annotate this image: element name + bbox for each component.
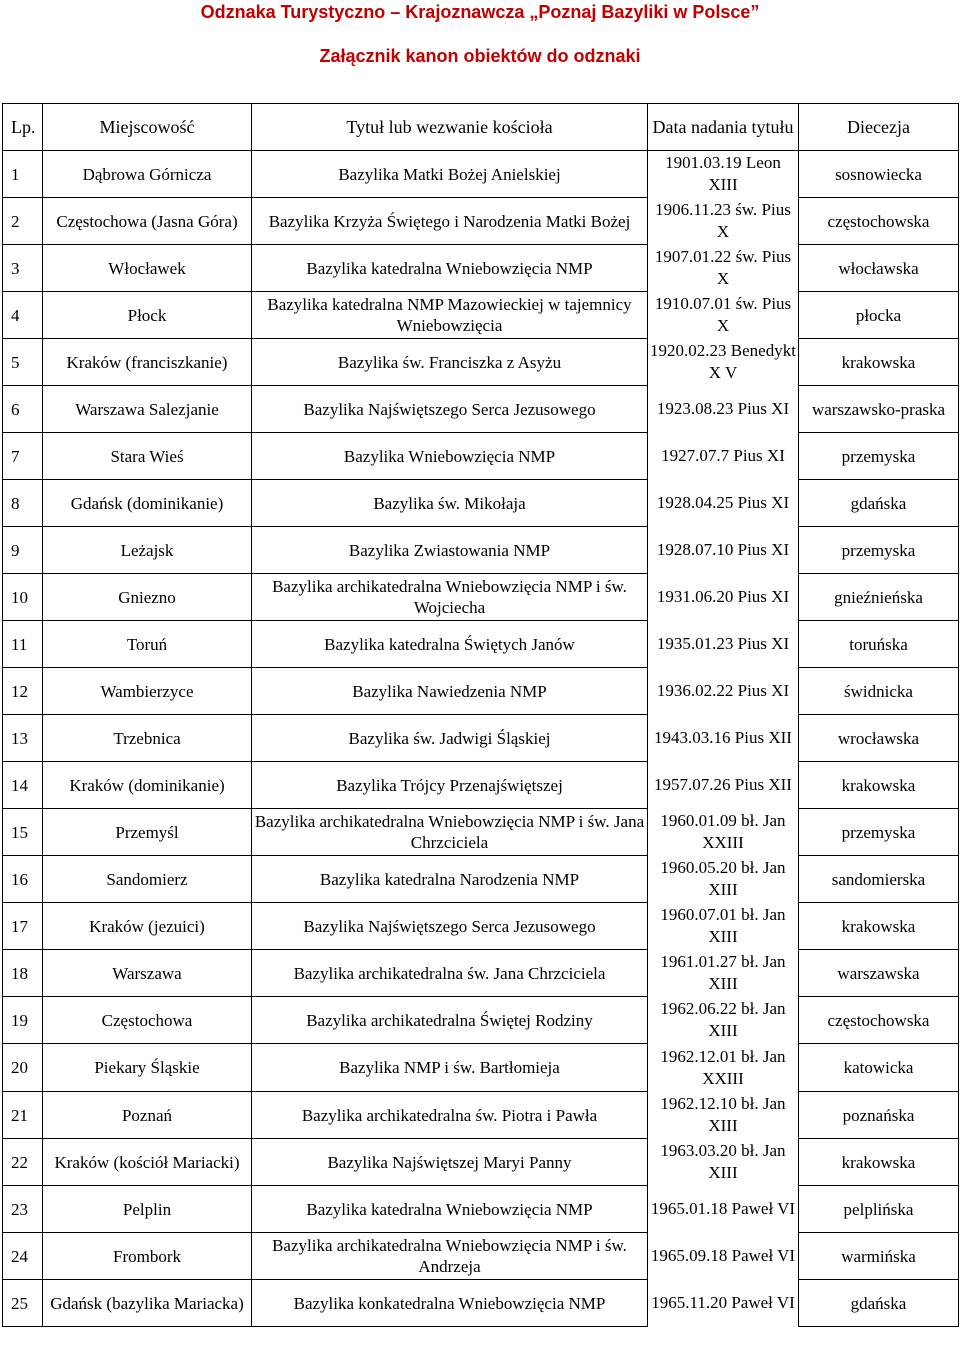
cell-diecezja: warszawsko-praska — [799, 386, 959, 433]
cell-diecezja: przemyska — [799, 809, 959, 856]
cell-lp: 1 — [3, 151, 43, 198]
cell-tytul: Bazylika katedralna NMP Mazowieckiej w tajemnicy Wniebowzięcia — [252, 292, 648, 339]
cell-data: 1907.01.22 św. Pius X — [648, 245, 799, 292]
cell-lp: 8 — [3, 480, 43, 527]
table-row — [3, 809, 959, 856]
table-row — [3, 856, 959, 903]
cell-data: 1928.04.25 Pius XI — [648, 480, 799, 527]
cell-lp: 4 — [3, 292, 43, 339]
cell-miejscowosc: Sandomierz — [43, 856, 252, 903]
table-row — [3, 1044, 959, 1092]
cell-miejscowosc: Warszawa — [43, 950, 252, 997]
cell-lp: 20 — [3, 1044, 43, 1092]
table-row — [3, 1233, 959, 1280]
cell-diecezja: sandomierska — [799, 856, 959, 903]
cell-lp: 6 — [3, 386, 43, 433]
cell-tytul: Bazylika archikatedralna Świętej Rodziny — [252, 997, 648, 1044]
cell-miejscowosc: Stara Wieś — [43, 433, 252, 480]
cell-miejscowosc: Dąbrowa Górnicza — [43, 151, 252, 198]
cell-data: 1920.02.23 Benedykt X V — [648, 339, 799, 386]
cell-data: 1910.07.01 św. Pius X — [648, 292, 799, 339]
cell-miejscowosc: Warszawa Salezjanie — [43, 386, 252, 433]
table-row — [3, 621, 959, 668]
cell-diecezja: krakowska — [799, 1139, 959, 1186]
table-row — [3, 292, 959, 339]
table-row — [3, 950, 959, 997]
cell-diecezja: krakowska — [799, 339, 959, 386]
cell-miejscowosc: Kraków (kościół Mariacki) — [43, 1139, 252, 1186]
cell-lp: 2 — [3, 198, 43, 245]
cell-miejscowosc: Częstochowa (Jasna Góra) — [43, 198, 252, 245]
cell-miejscowosc: Płock — [43, 292, 252, 339]
cell-miejscowosc: Wambierzyce — [43, 668, 252, 715]
cell-tytul: Bazylika św. Jadwigi Śląskiej — [252, 715, 648, 762]
header-diecezja: Diecezja — [799, 104, 959, 151]
cell-data: 1960.07.01 bł. Jan XIII — [648, 903, 799, 950]
cell-diecezja: częstochowska — [799, 198, 959, 245]
table-row — [3, 245, 959, 292]
cell-tytul: Bazylika katedralna Wniebowzięcia NMP — [252, 1186, 648, 1233]
cell-data: 1927.07.7 Pius XI — [648, 433, 799, 480]
cell-data: 1936.02.22 Pius XI — [648, 668, 799, 715]
cell-data: 1960.05.20 bł. Jan XIII — [648, 856, 799, 903]
cell-tytul: Bazylika Krzyża Świętego i Narodzenia Matki Bożej — [252, 198, 648, 245]
cell-tytul: Bazylika archikatedralna Wniebowzięcia NMP i św. Wojciecha — [252, 574, 648, 621]
table-row — [3, 386, 959, 433]
cell-lp: 14 — [3, 762, 43, 809]
cell-tytul: Bazylika katedralna Narodzenia NMP — [252, 856, 648, 903]
cell-miejscowosc: Kraków (jezuici) — [43, 903, 252, 950]
cell-tytul: Bazylika św. Mikołaja — [252, 480, 648, 527]
cell-tytul: Bazylika katedralna Wniebowzięcia NMP — [252, 245, 648, 292]
table-row — [3, 1186, 959, 1233]
table-row — [3, 574, 959, 621]
cell-tytul: Bazylika Matki Bożej Anielskiej — [252, 151, 648, 198]
cell-tytul: Bazylika archikatedralna Wniebowzięcia NMP i św. Jana Chrzciciela — [252, 809, 648, 856]
cell-diecezja: toruńska — [799, 621, 959, 668]
cell-diecezja: gnieźnieńska — [799, 574, 959, 621]
cell-tytul: Bazylika NMP i św. Bartłomieja — [252, 1044, 648, 1092]
cell-tytul: Bazylika Zwiastowania NMP — [252, 527, 648, 574]
cell-tytul: Bazylika konkatedralna Wniebowzięcia NMP — [252, 1280, 648, 1327]
header-miejscowosc: Miejscowość — [43, 104, 252, 151]
cell-miejscowosc: Gdańsk (bazylika Mariacka) — [43, 1280, 252, 1327]
cell-data: 1901.03.19 Leon XIII — [648, 151, 799, 198]
table-row — [3, 527, 959, 574]
cell-miejscowosc: Frombork — [43, 1233, 252, 1280]
cell-diecezja: gdańska — [799, 480, 959, 527]
cell-lp: 18 — [3, 950, 43, 997]
cell-data: 1965.09.18 Paweł VI — [648, 1233, 799, 1280]
cell-tytul: Bazylika Najświętszej Maryi Panny — [252, 1139, 648, 1186]
cell-data: 1965.01.18 Paweł VI — [648, 1186, 799, 1233]
cell-data: 1963.03.20 bł. Jan XIII — [648, 1139, 799, 1186]
cell-diecezja: warszawska — [799, 950, 959, 997]
table-row — [3, 480, 959, 527]
cell-lp: 23 — [3, 1186, 43, 1233]
table-row — [3, 762, 959, 809]
table-row — [3, 339, 959, 386]
cell-lp: 3 — [3, 245, 43, 292]
cell-lp: 5 — [3, 339, 43, 386]
cell-miejscowosc: Przemyśl — [43, 809, 252, 856]
cell-miejscowosc: Piekary Śląskie — [43, 1044, 252, 1092]
cell-tytul: Bazylika Najświętszego Serca Jezusowego — [252, 386, 648, 433]
header-data: Data nadania tytułu — [648, 104, 799, 151]
cell-data: 1923.08.23 Pius XI — [648, 386, 799, 433]
cell-diecezja: pelplińska — [799, 1186, 959, 1233]
cell-data: 1935.01.23 Pius XI — [648, 621, 799, 668]
header-lp: Lp. — [3, 104, 43, 151]
cell-data: 1957.07.26 Pius XII — [648, 762, 799, 809]
table-row — [3, 151, 959, 198]
cell-lp: 12 — [3, 668, 43, 715]
cell-diecezja: poznańska — [799, 1092, 959, 1139]
table-row — [3, 997, 959, 1044]
table-row — [3, 198, 959, 245]
document-title: Odznaka Turystyczno – Krajoznawcza „Poznaj Bazyliki w Polsce” — [200, 2, 760, 22]
cell-lp: 10 — [3, 574, 43, 621]
cell-lp: 9 — [3, 527, 43, 574]
cell-lp: 24 — [3, 1233, 43, 1280]
cell-miejscowosc: Trzebnica — [43, 715, 252, 762]
cell-data: 1931.06.20 Pius XI — [648, 574, 799, 621]
cell-diecezja: warmińska — [799, 1233, 959, 1280]
cell-diecezja: przemyska — [799, 527, 959, 574]
cell-data: 1962.12.10 bł. Jan XIII — [648, 1092, 799, 1139]
cell-tytul: Bazylika Trójcy Przenajświętszej — [252, 762, 648, 809]
table-body — [3, 151, 959, 1327]
cell-diecezja: częstochowska — [799, 997, 959, 1044]
table-row — [3, 668, 959, 715]
cell-diecezja: przemyska — [799, 433, 959, 480]
cell-lp: 11 — [3, 621, 43, 668]
cell-miejscowosc: Gdańsk (dominikanie) — [43, 480, 252, 527]
cell-diecezja: włocławska — [799, 245, 959, 292]
cell-lp: 22 — [3, 1139, 43, 1186]
cell-lp: 17 — [3, 903, 43, 950]
cell-miejscowosc: Częstochowa — [43, 997, 252, 1044]
table-row — [3, 903, 959, 950]
cell-diecezja: wrocławska — [799, 715, 959, 762]
cell-miejscowosc: Toruń — [43, 621, 252, 668]
table-row — [3, 1280, 959, 1327]
cell-miejscowosc: Kraków (dominikanie) — [43, 762, 252, 809]
cell-data: 1962.12.01 bł. Jan XXIII — [648, 1044, 799, 1092]
table-header-row — [3, 104, 959, 151]
cell-diecezja: świdnicka — [799, 668, 959, 715]
table-row — [3, 1139, 959, 1186]
table-row — [3, 1092, 959, 1139]
cell-data: 1961.01.27 bł. Jan XIII — [648, 950, 799, 997]
cell-miejscowosc: Pelplin — [43, 1186, 252, 1233]
cell-lp: 7 — [3, 433, 43, 480]
basilica-table — [2, 103, 959, 1327]
cell-tytul: Bazylika św. Franciszka z Asyżu — [252, 339, 648, 386]
cell-miejscowosc: Gniezno — [43, 574, 252, 621]
cell-lp: 16 — [3, 856, 43, 903]
cell-tytul: Bazylika Najświętszego Serca Jezusowego — [252, 903, 648, 950]
cell-diecezja: sosnowiecka — [799, 151, 959, 198]
cell-data: 1928.07.10 Pius XI — [648, 527, 799, 574]
cell-tytul: Bazylika Nawiedzenia NMP — [252, 668, 648, 715]
cell-lp: 25 — [3, 1280, 43, 1327]
cell-tytul: Bazylika archikatedralna św. Jana Chrzciciela — [252, 950, 648, 997]
cell-lp: 15 — [3, 809, 43, 856]
table-row — [3, 715, 959, 762]
cell-tytul: Bazylika Wniebowzięcia NMP — [252, 433, 648, 480]
cell-tytul: Bazylika archikatedralna św. Piotra i Pawła — [252, 1092, 648, 1139]
cell-miejscowosc: Leżajsk — [43, 527, 252, 574]
cell-diecezja: krakowska — [799, 903, 959, 950]
document-subtitle: Załącznik kanon obiektów do odznaki — [319, 46, 641, 66]
cell-data: 1960.01.09 bł. Jan XXIII — [648, 809, 799, 856]
cell-miejscowosc: Kraków (franciszkanie) — [43, 339, 252, 386]
cell-miejscowosc: Włocławek — [43, 245, 252, 292]
cell-data: 1943.03.16 Pius XII — [648, 715, 799, 762]
cell-tytul: Bazylika katedralna Świętych Janów — [252, 621, 648, 668]
cell-miejscowosc: Poznań — [43, 1092, 252, 1139]
cell-lp: 13 — [3, 715, 43, 762]
header-tytul: Tytuł lub wezwanie kościoła — [252, 104, 648, 151]
cell-diecezja: płocka — [799, 292, 959, 339]
cell-data: 1906.11.23 św. Pius X — [648, 198, 799, 245]
cell-diecezja: katowicka — [799, 1044, 959, 1092]
basilica-table-container — [2, 103, 958, 1327]
cell-lp: 21 — [3, 1092, 43, 1139]
cell-diecezja: krakowska — [799, 762, 959, 809]
cell-data: 1965.11.20 Paweł VI — [648, 1280, 799, 1327]
cell-tytul: Bazylika archikatedralna Wniebowzięcia NMP i św. Andrzeja — [252, 1233, 648, 1280]
cell-data: 1962.06.22 bł. Jan XIII — [648, 997, 799, 1044]
table-row — [3, 433, 959, 480]
cell-diecezja: gdańska — [799, 1280, 959, 1327]
cell-lp: 19 — [3, 997, 43, 1044]
